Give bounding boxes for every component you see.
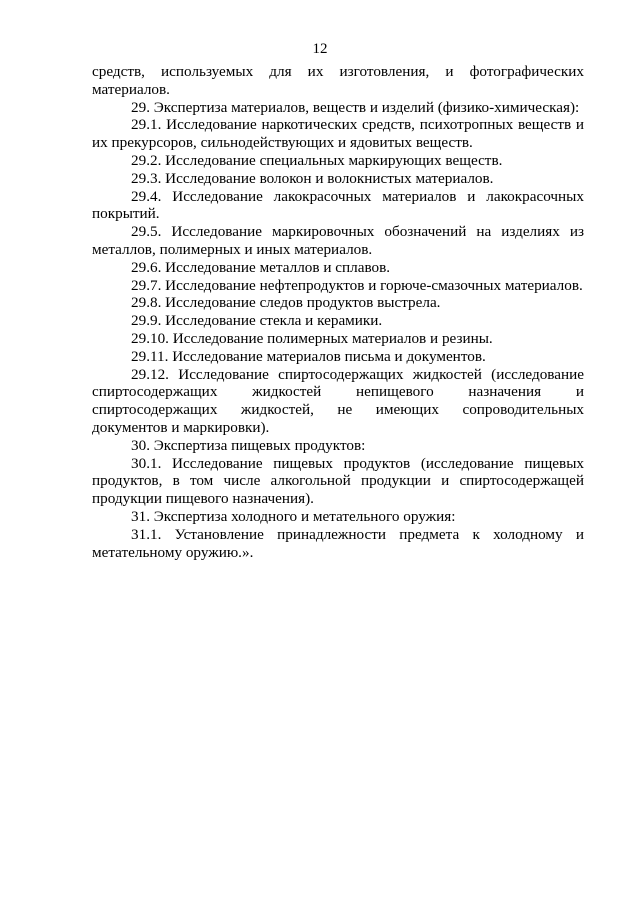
- paragraph-29-5: 29.5. Исследование маркировочных обозначений на изделиях из металлов, полимерных и иных материалов.: [92, 223, 584, 258]
- paragraph-continuation: средств, используемых для их изготовления, и фотографических материалов.: [92, 63, 584, 98]
- paragraph-31: 31. Экспертиза холодного и метательного оружия:: [131, 507, 456, 525]
- paragraph-29: 29. Экспертиза материалов, веществ и изделий (физико-химическая):: [131, 98, 580, 116]
- paragraph-29-3: 29.3. Исследование волокон и волокнистых материалов.: [131, 169, 494, 187]
- paragraph-29-2: 29.2. Исследование специальных маркирующих веществ.: [131, 151, 503, 169]
- paragraph-29-10: 29.10. Исследование полимерных материалов и резины.: [131, 329, 493, 347]
- paragraph-29-7: 29.7. Исследование нефтепродуктов и горюче-смазочных материалов.: [131, 276, 583, 294]
- paragraph-29-8: 29.8. Исследование следов продуктов выстрела.: [131, 294, 441, 312]
- paragraph-29-9: 29.9. Исследование стекла и керамики.: [131, 312, 383, 330]
- paragraph-29-6: 29.6. Исследование металлов и сплавов.: [131, 258, 391, 276]
- paragraph-31-1: 31.1. Установление принадлежности предмета к холодному и метательному оружию.».: [92, 525, 584, 561]
- paragraph-30: 30. Экспертиза пищевых продуктов:: [131, 436, 366, 454]
- paragraph-29-12: 29.12. Исследование спиртосодержащих жидкостей (исследование спиртосодержащих жидкостей непищевого назначения и спиртосодержащих жидкостей, не имеющих сопроводительных документов и маркировки).: [92, 365, 584, 436]
- document-body: [92, 63, 584, 561]
- page-number: 12: [312, 41, 328, 57]
- paragraph-29-1: 29.1. Исследование наркотических средств, психотропных веществ и их прекурсоров, сильнодействующих и ядовитых веществ.: [92, 116, 584, 152]
- paragraph-29-4: 29.4. Исследование лакокрасочных материалов и лакокрасочных покрытий.: [92, 187, 584, 223]
- paragraph-30-1: 30.1. Исследование пищевых продуктов (исследование пищевых продуктов, в том числе алкогольной продукции и спиртосодержащей продукции пищевого назначения).: [92, 454, 584, 508]
- paragraph-29-11: 29.11. Исследование материалов письма и документов.: [131, 347, 486, 365]
